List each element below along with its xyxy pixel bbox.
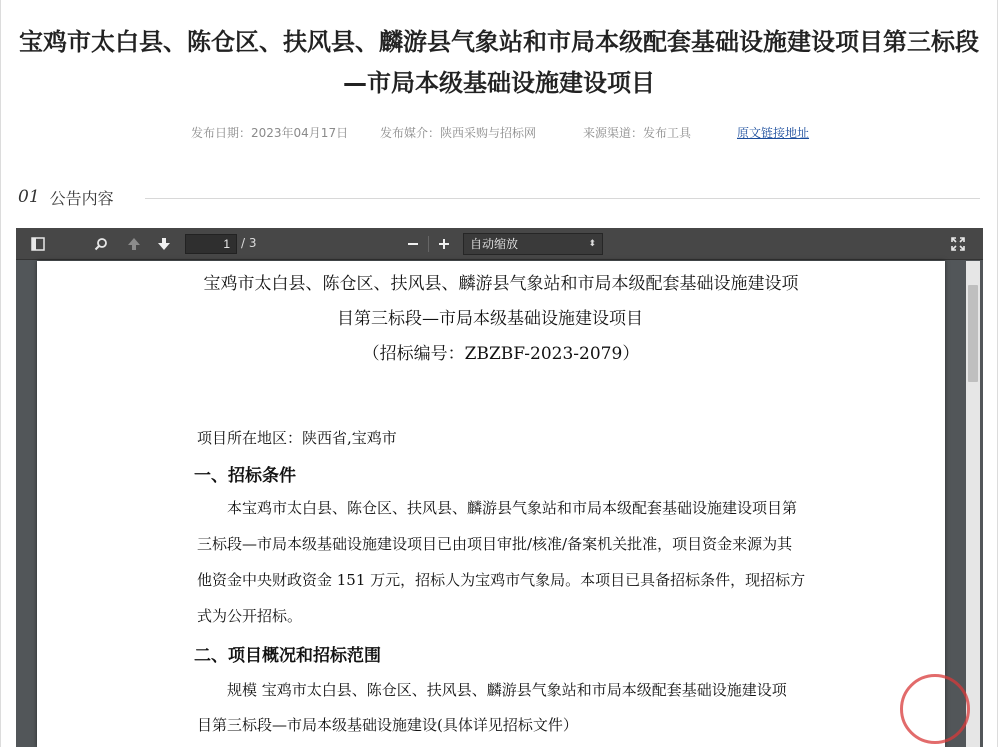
zoom-select[interactable] <box>463 233 603 255</box>
toolbar-divider <box>428 236 429 252</box>
doc-para1-line3: 他资金中央财政资金 151 万元，招标人为宝鸡市气象局。本项目已具备招标条件，现招标方 <box>197 571 806 589</box>
section-number: 01 <box>18 187 40 207</box>
zoom-in-button[interactable] <box>434 234 454 254</box>
doc-para2-line1: 规模 宝鸡市太白县、陈仓区、扶风县、麟游县气象站和市局本级配套基础设施建设项 <box>227 681 787 699</box>
select-caret-icon: ⬍ <box>588 239 596 249</box>
doc-title-line-3: （招标编号：ZBZBF-2023-2079） <box>362 344 640 364</box>
pdf-viewer <box>16 228 983 747</box>
article-title: 宝鸡市太白县、陈仓区、扶风县、麟游县气象站和市局本级配套基础设施建设项目第三标段—市局本级基础设施建设项目 <box>19 28 979 97</box>
fullscreen-icon[interactable] <box>948 234 968 254</box>
publish-date: 发布日期：2023年04月17日 <box>191 126 349 140</box>
section-divider <box>145 198 980 199</box>
pdf-toolbar <box>16 228 983 260</box>
pdf-scrollbar[interactable] <box>966 261 980 747</box>
doc-para1-line1: 本宝鸡市太白县、陈仓区、扶风县、麟游县气象站和市局本级配套基础设施建设项目第 <box>227 499 798 517</box>
zoom-value: 自动缩放 <box>470 237 519 251</box>
page-number-input[interactable]: 1 <box>185 234 237 254</box>
publish-media: 发布媒介：陕西采购与招标网 <box>380 126 537 140</box>
doc-para2-line2: 目第三标段—市局本级基础设施建设(具体详见招标文件） <box>197 716 578 734</box>
doc-para1-line2: 三标段—市局本级基础设施建设项目已由项目审批/核准/备案机关批准，项目资金来源为其 <box>197 535 793 553</box>
sidebar-toggle-icon[interactable] <box>28 234 48 254</box>
search-icon[interactable] <box>91 234 111 254</box>
arrow-up-icon[interactable] <box>124 234 144 254</box>
section-label: 公告内容 <box>49 188 114 208</box>
doc-title-line-2: 目第三标段—市局本级基础设施建设项目 <box>337 309 643 329</box>
red-seal-stamp <box>900 674 970 744</box>
pdf-scroll-area[interactable] <box>16 261 983 747</box>
pdf-page <box>37 261 945 747</box>
section-header <box>18 186 114 208</box>
arrow-down-icon[interactable] <box>154 234 174 254</box>
meta-row <box>0 124 998 140</box>
original-link[interactable]: 原文链接地址 <box>737 126 810 140</box>
doc-heading-2: 二、项目概况和招标范围 <box>194 646 381 666</box>
source-channel: 来源渠道：发布工具 <box>583 126 692 140</box>
doc-location: 项目所在地区：陕西省,宝鸡市 <box>197 429 397 447</box>
doc-heading-1: 一、招标条件 <box>194 466 296 486</box>
page-total: / 3 <box>241 236 257 250</box>
zoom-out-button[interactable] <box>403 234 423 254</box>
doc-title-line-1: 宝鸡市太白县、陈仓区、扶风县、麟游县气象站和市局本级配套基础设施建设项 <box>203 274 799 294</box>
pdf-scrollbar-thumb[interactable] <box>968 285 978 382</box>
doc-para1-line4: 式为公开招标。 <box>197 607 303 625</box>
